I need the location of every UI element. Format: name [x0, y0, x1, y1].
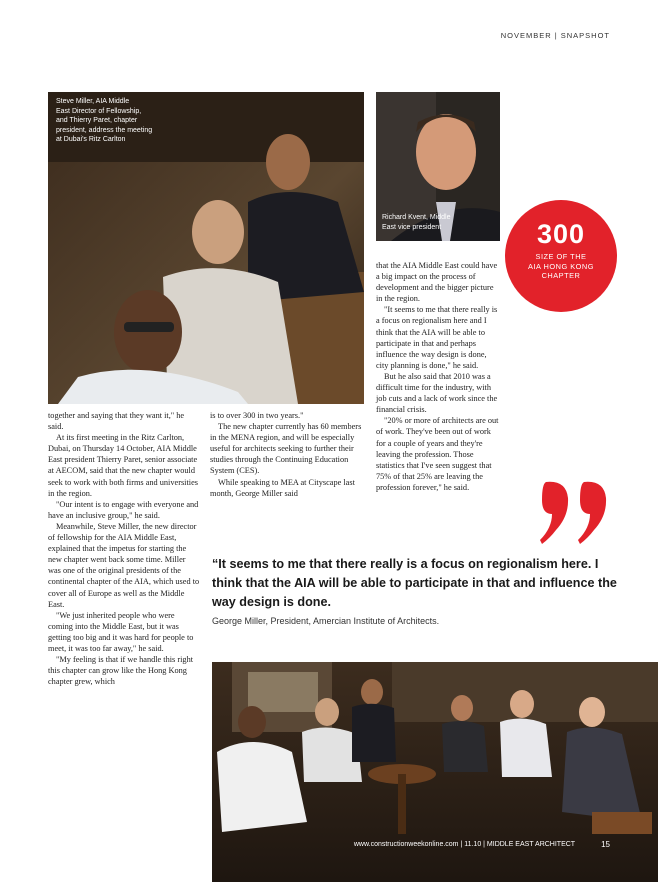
caption-line: president, address the meeting — [56, 126, 153, 134]
main-photo-caption — [56, 97, 152, 145]
paragraph: together and saying that they want it," he said. — [48, 411, 185, 432]
paragraph: "Our intent is to engage with everyone and have an inclusive group," he said. — [48, 499, 199, 520]
stat-number: 300 — [536, 219, 586, 249]
stat-label-line: SIZE OF THE — [535, 252, 587, 261]
stat-label — [505, 252, 617, 281]
pull-quote-attribution: George Miller, President, Amercian Institute of Architects. — [212, 616, 440, 626]
article-column-1 — [48, 410, 200, 687]
group-photo-illustration — [212, 662, 658, 882]
paragraph: that the AIA Middle East could have a big impact on the process of development and the bigger picture in the region. — [376, 261, 498, 304]
caption-line: East vice president — [382, 223, 442, 231]
quote-mark-icon — [538, 478, 614, 548]
paragraph: But he also said that 2010 was a difficult time for the industry, with job cuts and a lack of work since the financial crisis. — [376, 371, 498, 415]
caption-line: East Director of Fellowship, — [56, 107, 142, 115]
section-header: NOVEMBER | SNAPSHOT — [500, 31, 610, 40]
pull-quote: “It seems to me that there really is a focus on regionalism here. I think that the AIA will be able to participate in that and influence the way design is done. — [212, 557, 617, 609]
footer-text: www.constructionweekonline.com | 11.10 | MIDDLE EAST ARCHITECT — [353, 841, 576, 848]
article-column-2 — [210, 410, 362, 499]
paragraph: "My feeling is that if we handle this right this chapter can grow like the Hong Kong chapter grew, which — [48, 655, 194, 687]
caption-line: and Thierry Paret, chapter — [56, 117, 138, 125]
paragraph: "We just inherited people who were coming into the Middle East, but it was getting too big and it was hard for people to meet, it was too far away," he said. — [48, 610, 194, 653]
paragraph: While speaking to MEA at Cityscape last month, George Miller said — [210, 477, 355, 498]
caption-line: at Dubai's Ritz Carlton — [56, 136, 126, 144]
paragraph: Meanwhile, Steve Miller, the new director of fellowship for the AIA Middle East, explained that the impetus for starting the new chapter went back some time. Miller was one of the original presidents of the continental chapter of the AIA, which used to cover all of Europe as well as the Middle East. — [48, 521, 200, 609]
page-footer — [354, 840, 610, 849]
paragraph: "It seems to me that there really is a focus on regionalism here and I think that the AIA will be able to participate in that and perhaps influence the way design is done, city planning is done," he said. — [376, 305, 498, 370]
paragraph: The new chapter currently has 60 members in the MENA region, and will be especially useful for architects seeking to further their studies through the Continuing Education System (CES). — [210, 422, 362, 476]
page-number: 15 — [601, 840, 610, 849]
stat-badge — [505, 200, 617, 312]
article-column-3 — [376, 260, 500, 493]
bottom-photo — [212, 662, 658, 882]
caption-line: Steve Miller, AIA Middle — [56, 98, 130, 105]
main-photo — [48, 92, 364, 404]
side-photo-caption — [382, 213, 450, 232]
stat-label-line: CHAPTER — [541, 271, 581, 281]
paragraph: "20% or more of architects are out of work. They've been out of work for a couple of years and they're leaving the profession. Those statistics that I've seen suggest that 75% of that 25% are leaving the profession forever," he said. — [376, 416, 499, 492]
paragraph: At its first meeting in the Ritz Carlton, Dubai, on Thursday 14 October, AIA Middle East president Thierry Paret, senior associate at AECOM, said that the new chapter would seek to work with both firms and universities in the region. — [48, 433, 199, 498]
stat-label-line: AIA HONG KONG — [527, 261, 595, 271]
side-photo — [376, 92, 500, 241]
paragraph: is to over 300 in two years." — [210, 411, 304, 420]
caption-line: Richard Kvent, Middle — [382, 214, 451, 221]
